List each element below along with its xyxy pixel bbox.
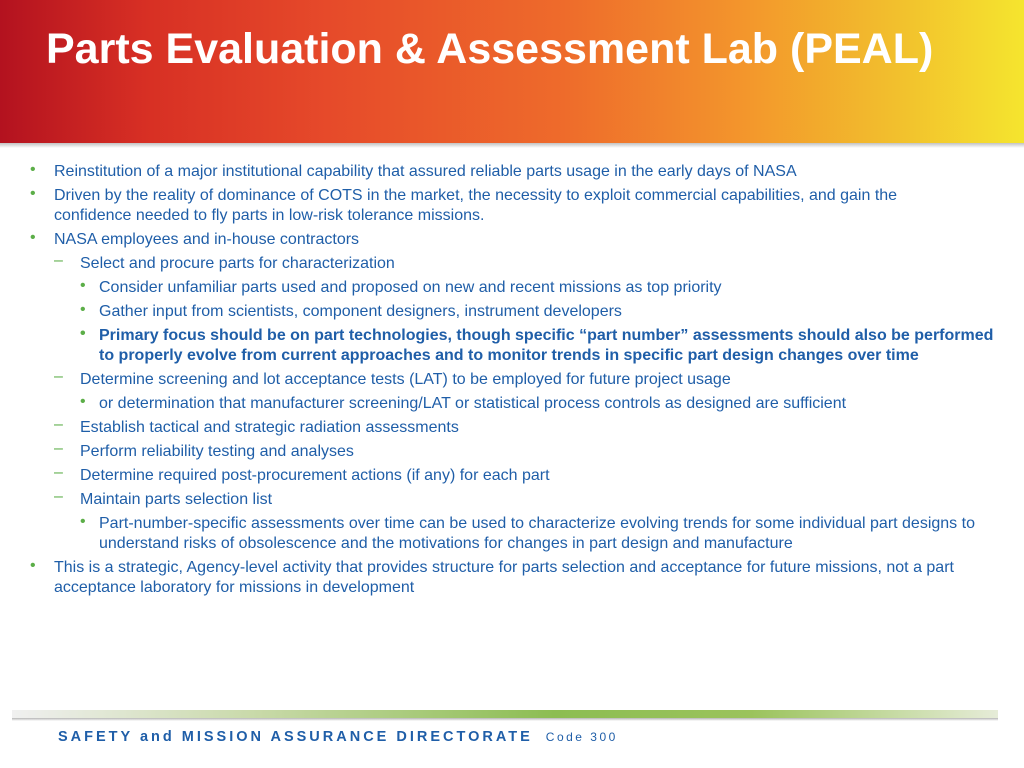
sub-bullet-item	[0, 442, 1024, 462]
sub-sub-bullet-item	[0, 514, 1024, 554]
bullet-text: Reinstitution of a major institutional capability that assured reliable parts usage in the early days of NASA	[54, 163, 797, 180]
bullet-text: Gather input from scientists, component designers, instrument developers	[99, 303, 622, 320]
footer-divider	[12, 710, 998, 718]
footer-code: Code 300	[545, 730, 618, 744]
bullet-dot-icon: •	[30, 229, 36, 246]
footer-directorate: SAFETY and MISSION ASSURANCE DIRECTORATE	[58, 729, 533, 745]
sub-bullet-item	[0, 254, 1024, 274]
bullet-text: This is a strategic, Agency-level activity that provides structure for parts selection and acceptance for future missions, not a part acceptance laboratory for missions in development	[54, 559, 954, 596]
sub-sub-bullet-item	[0, 302, 1024, 322]
bullet-text: Establish tactical and strategic radiation assessments	[80, 419, 459, 436]
bullet-text: or determination that manufacturer screening/LAT or statistical process controls as designed are sufficient	[99, 395, 847, 412]
bullet-text: Primary focus should be on part technologies, though specific “part number” assessments should also be performed to properly evolve from current approaches and to monitor trends in specific part design changes over time	[99, 327, 994, 364]
bullet-text: Determine required post-procurement actions (if any) for each part	[80, 467, 550, 484]
bullet-text: Select and procure parts for characterization	[80, 255, 395, 272]
title-banner-shadow	[0, 143, 1024, 148]
bullet-item	[0, 558, 1024, 598]
sub-sub-bullet-item	[0, 326, 1024, 366]
sub-bullet-item	[0, 370, 1024, 390]
bullet-text: Perform reliability testing and analyses	[80, 443, 354, 460]
bullet-text: Driven by the reality of dominance of COTS in the market, the necessity to exploit commercial capabilities, and gain the confidence needed to fly parts in low-risk tolerance missions.	[54, 187, 898, 224]
bullet-text: Maintain parts selection list	[80, 491, 273, 508]
dash-bullet-icon: –	[54, 368, 63, 385]
bullet-text: Part-number-specific assessments over time can be used to characterize evolving trends for some individual part designs to understand risks of obsolescence and the motivations for changes in part design and manufacture	[99, 515, 975, 552]
slide-title: Parts Evaluation & Assessment Lab (PEAL)	[46, 25, 934, 73]
bullet-dot-icon: •	[30, 185, 36, 202]
bullet-item	[0, 230, 1024, 250]
footer	[58, 729, 618, 745]
bullet-dot-icon: •	[80, 301, 86, 318]
bullet-text: Determine screening and lot acceptance tests (LAT) to be employed for future project usage	[80, 371, 731, 388]
sub-bullet-item	[0, 490, 1024, 510]
sub-bullet-item	[0, 466, 1024, 486]
bullet-dot-icon: •	[80, 513, 86, 530]
bullet-dot-icon: •	[80, 325, 86, 342]
bullet-dot-icon: •	[30, 161, 36, 178]
bullet-dot-icon: •	[80, 277, 86, 294]
footer-divider-shadow	[12, 718, 998, 721]
bullet-item	[0, 162, 1024, 182]
bullet-text: Consider unfamiliar parts used and proposed on new and recent missions as top priority	[99, 279, 722, 296]
sub-bullet-item	[0, 418, 1024, 438]
bullet-text: NASA employees and in-house contractors	[54, 231, 360, 248]
sub-sub-bullet-item	[0, 394, 1024, 414]
dash-bullet-icon: –	[54, 464, 63, 481]
slide-content	[0, 162, 1024, 602]
bullet-dot-icon: •	[80, 393, 86, 410]
dash-bullet-icon: –	[54, 488, 63, 505]
bullet-item	[0, 186, 1024, 226]
dash-bullet-icon: –	[54, 252, 63, 269]
bullet-dot-icon: •	[30, 557, 36, 574]
dash-bullet-icon: –	[54, 416, 63, 433]
dash-bullet-icon: –	[54, 440, 63, 457]
sub-sub-bullet-item	[0, 278, 1024, 298]
